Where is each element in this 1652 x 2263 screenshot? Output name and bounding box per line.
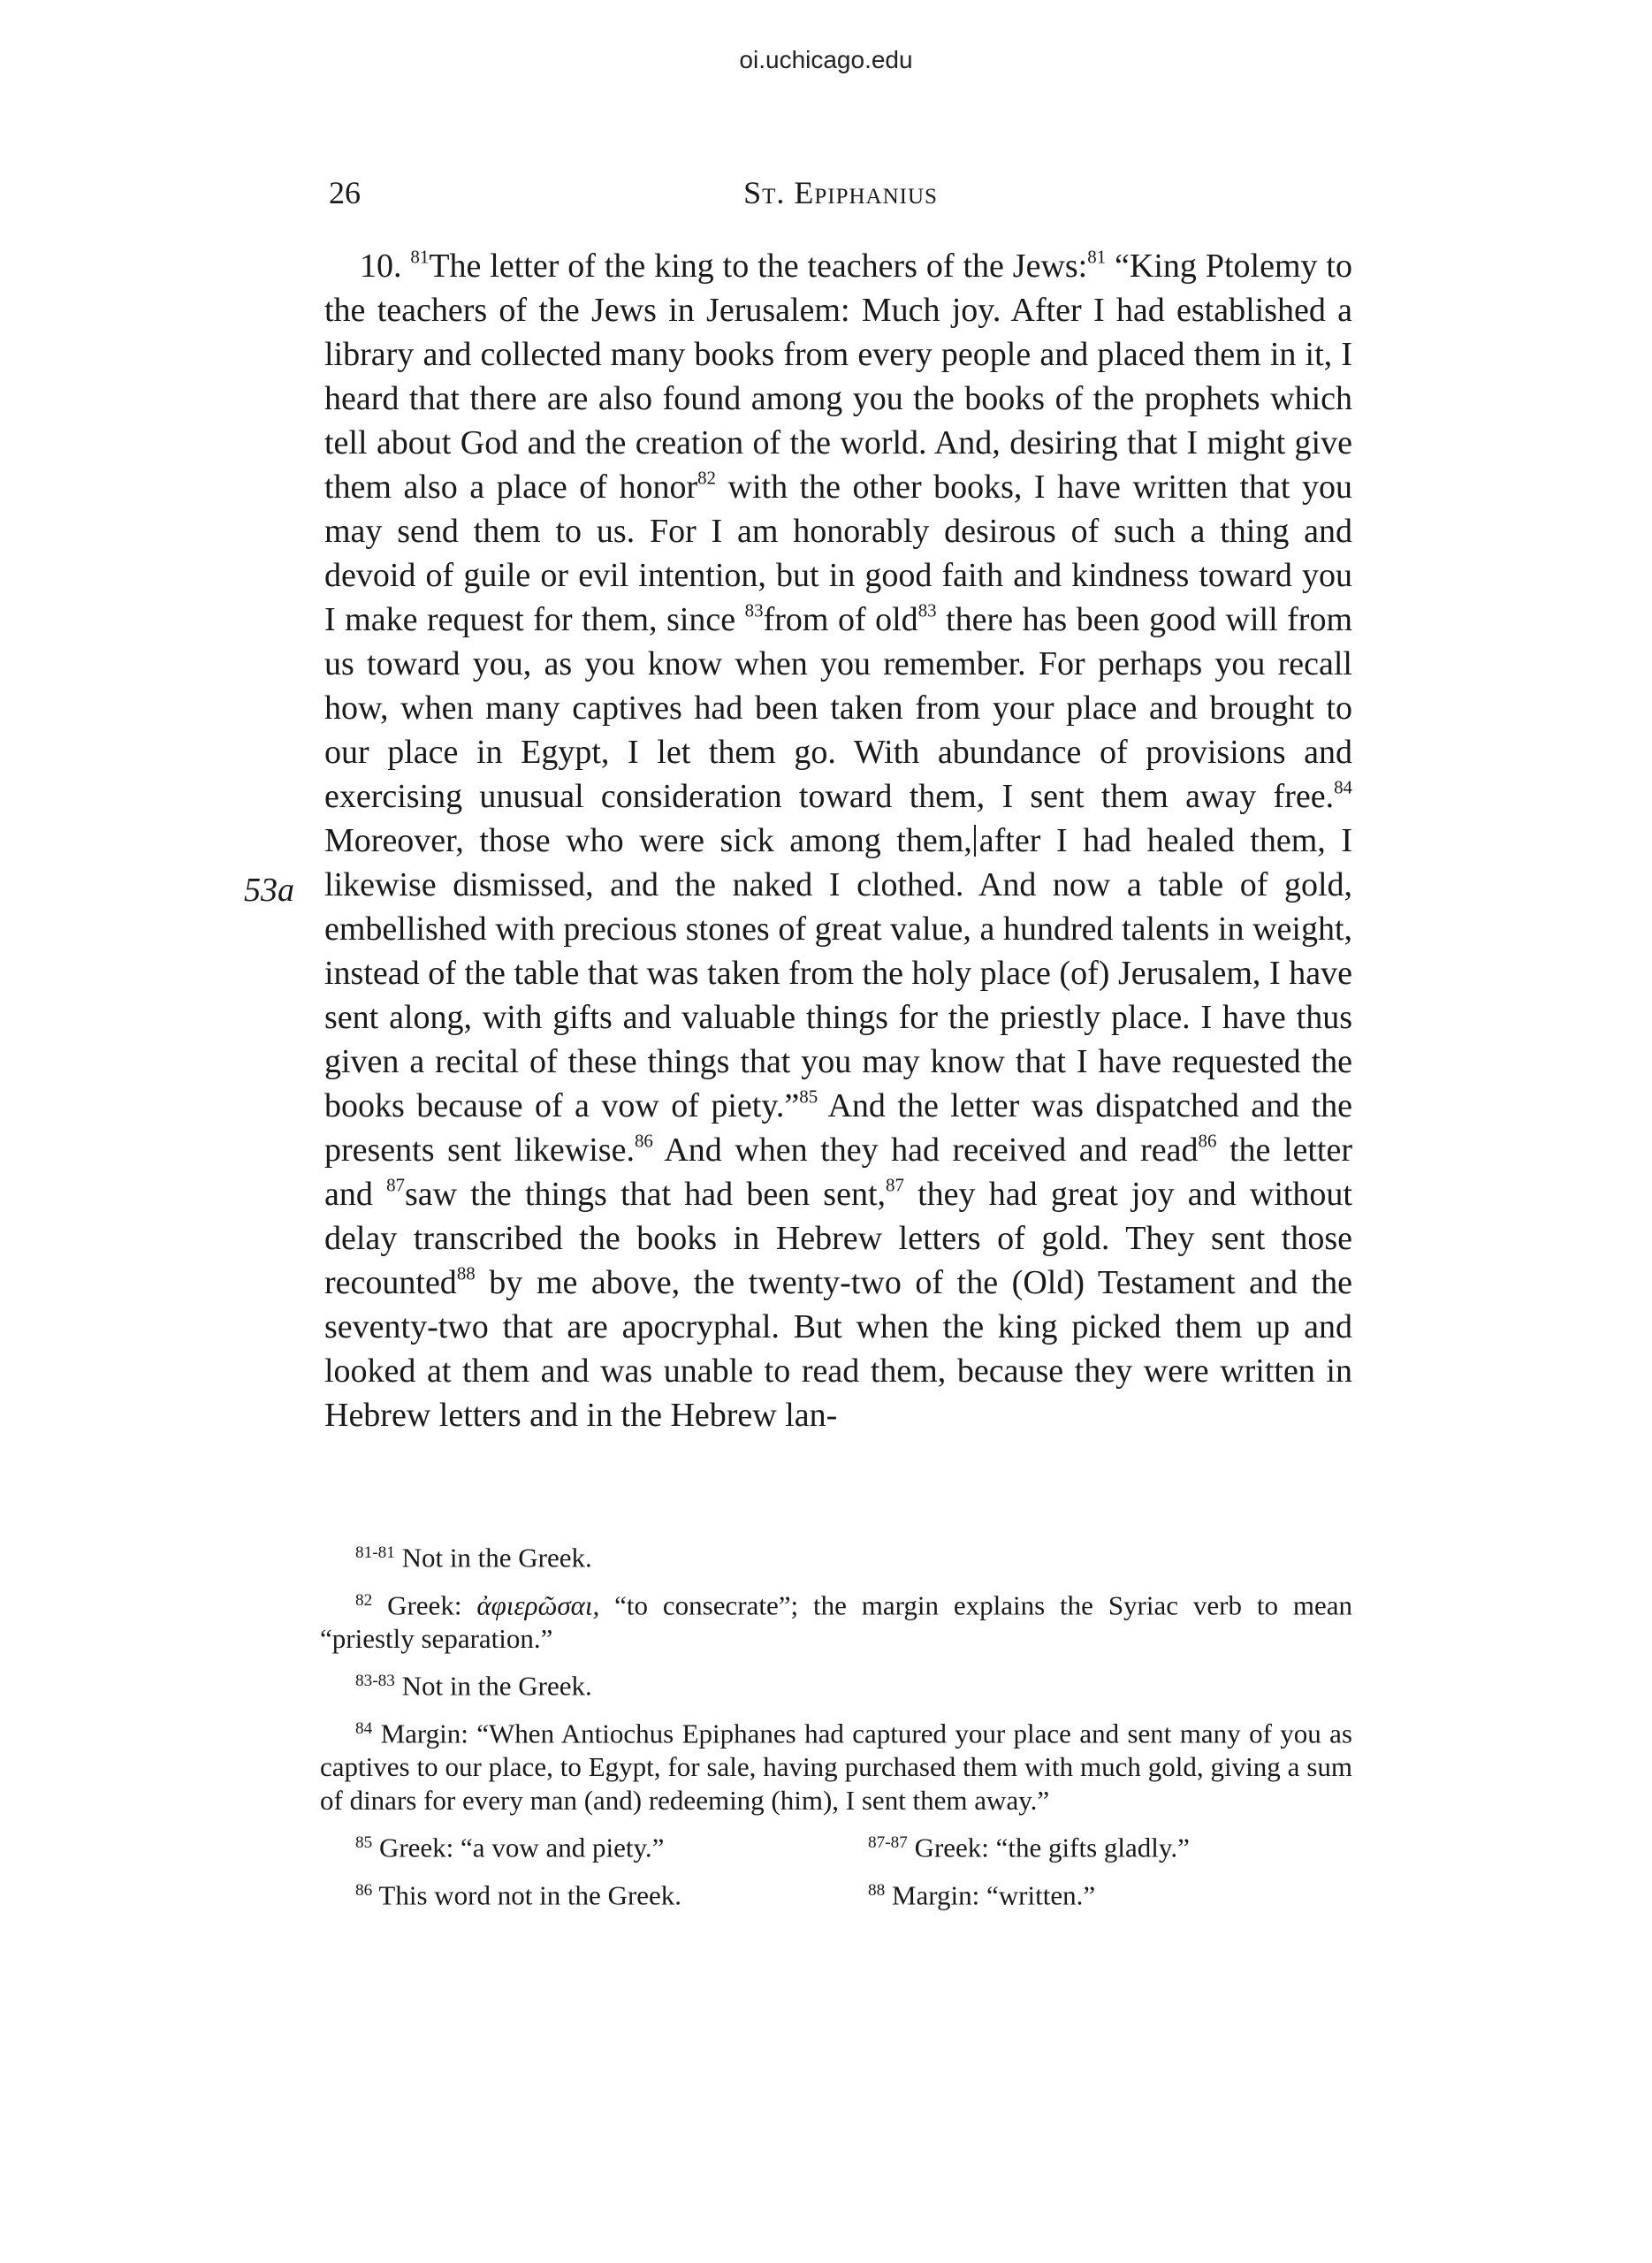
footnote-86: $^{86}$ This word not in the Greek. [355, 1879, 682, 1911]
footnote-88: $^{88}$ Margin: “written.” [868, 1879, 1096, 1911]
footnote-ref-81-end: 81 [1087, 246, 1107, 268]
page-number: 26 [329, 175, 361, 210]
footnote-87: $^{87-87}$ Greek: “the gifts gladly.” [868, 1832, 1190, 1863]
footnote-ref-81-start: 81 [410, 246, 430, 268]
folio-margin-note: 53a [244, 872, 294, 909]
footnote-ref-83-start: 83 [744, 599, 764, 621]
footnote-84: $^{84}$ Margin: “When Antiochus Epiphanes had captured your place and sent many of you as captives to our place, to Egypt, for sale, having purchased them with much gold, giving a sum of dinars for every man (and) redeeming (him), I sent them away.” [320, 1718, 1352, 1817]
footnote-ref-85: 85 [799, 1086, 818, 1108]
source-url: oi.uchicago.edu [739, 46, 913, 73]
footnote-ref-88: 88 [456, 1262, 476, 1284]
paragraph-10: 10. $^{81}$The letter of the king to the teachers of the Jews:$^{81}$ “King Ptolemy to the teachers of the Jews in Jerusalem: Much joy. After I had established a library and collected many books from every people and placed them in it, I heard that there are also found among you the books of the prophets which tell about God and the creation of the world. And, desiring that I might give them also a place of honor$^{82}$ with the other books, I have written that you may send them to us. For I am honorably desirous of such a thing and devoid of guile or evil intention, but in good faith and kindness toward you I make request for them, since $^{83}$from of old$^{83}$ there has been good will from us toward you, as you know when you remember. For perhaps you recall how, when many captives had been taken from your place and brought to our place in Egypt, I let them go. With abundance of provisions and exercising unusual consideration toward them, I sent them away free.$^{84}$ Moreover, those who were sick among them, after I had healed them, I likewise dismissed, and the naked I clothed. And now a table of gold, embellished with precious stones of great value, a hundred talents in weight, instead of the table that was taken from the holy place (of) Jerusalem, I have sent along, with gifts and valuable things for the priestly place. I have thus given a recital of these things that you may know that I have requested the books because of a vow of piety.”$^{85}$ And the letter was dispatched and the presents sent likewise.$^{86}$ And when they had received and read$^{86}$ the letter and $^{87}$saw the things that had been sent,$^{87}$ they had great joy and without delay transcribed the books in Hebrew letters of gold. They sent those recounted$^{88}$ by me above, the twenty-two of the (Old) Testament and the seventy-two that are apocryphal. But when the king picked them up and looked at them and was unable to read them, because they were written in Hebrew letters and in the Hebrew lan- [324, 246, 1353, 1434]
footnote-ref-86b: 86 [1198, 1130, 1217, 1152]
running-head: St. Epiphanius [743, 175, 938, 210]
footnote-ref-87-start: 87 [386, 1174, 405, 1196]
footnote-columns [320, 1826, 1352, 1912]
footnote-81: $^{81-81}$ Not in the Greek. [355, 1542, 592, 1573]
folio-break-mark [974, 825, 976, 857]
footnote-ref-86: 86 [634, 1130, 653, 1152]
footnote-85: $^{85}$ Greek: “a vow and piety.” [355, 1832, 665, 1863]
footnote-ref-82: 82 [697, 467, 716, 489]
main-text [324, 244, 1352, 1437]
greek-word: ἀφιερῶσαι, [476, 1589, 600, 1621]
page-header [329, 173, 1352, 217]
footnotes [320, 1536, 1352, 1912]
footnote-82: $^{82}$ Greek: ἀφιερῶσαι, “to consecrate”; the margin explains the Syriac verb to mean “priestly separation.” [320, 1589, 1352, 1655]
footnote-ref-87-end: 87 [886, 1174, 904, 1196]
footnote-83: $^{83-83}$ Not in the Greek. [355, 1670, 592, 1702]
footnote-ref-84: 84 [1334, 776, 1352, 798]
footnote-ref-83-end: 83 [917, 599, 937, 621]
